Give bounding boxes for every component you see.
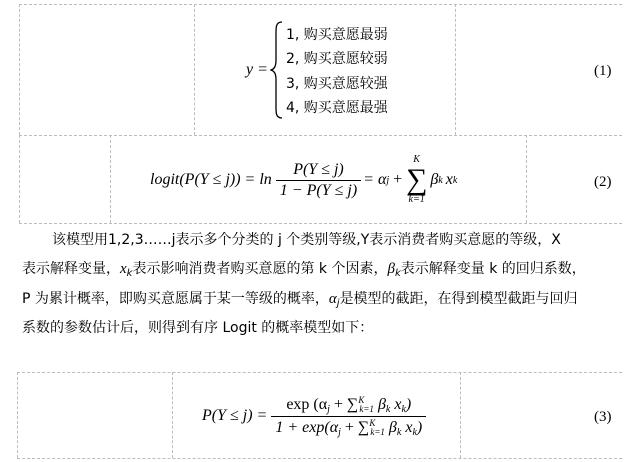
paragraph-sym-alpha-sub: j bbox=[336, 298, 340, 309]
paragraph-line-1: 该模型用1,2,3……j表示多个分类的 j 个类别等级,Y表示消费者购买意愿的等级，X bbox=[52, 232, 561, 248]
eq1-top-border bbox=[19, 4, 622, 5]
eq2-alpha: = α bbox=[363, 171, 387, 188]
eq1-case-1: 1, 购买意愿最弱 bbox=[286, 27, 388, 43]
eq3-divider-left bbox=[172, 372, 173, 458]
eq3-left-border bbox=[17, 372, 18, 458]
eq2-divider-left bbox=[110, 135, 111, 223]
eq1-left-brace bbox=[270, 20, 284, 120]
eq2-beta: β bbox=[430, 171, 439, 188]
eq2-sum-bottom: k=1 bbox=[408, 194, 425, 205]
eq2-plus: + bbox=[392, 171, 403, 188]
sigma-icon: ∑ bbox=[405, 163, 428, 196]
paragraph-line-4: 系数的参数估计后，则得到有序 Logit 的概率模型如下： bbox=[22, 320, 374, 336]
eq3-expression bbox=[202, 388, 426, 444]
eq3-fraction bbox=[271, 395, 426, 438]
eq2-denominator: 1 − P(Y ≤ j) bbox=[276, 180, 361, 200]
eq2-sum-top: K bbox=[413, 154, 420, 165]
paragraph-sym-alpha: α bbox=[328, 291, 337, 307]
eq2-left-border bbox=[19, 135, 20, 223]
eq1-case-4: 4, 购买意愿最强 bbox=[286, 100, 388, 116]
eq1-divider-right bbox=[455, 4, 456, 135]
eq2-beta-sub: k bbox=[438, 174, 443, 186]
eq2-numerator: P(Y ≤ j) bbox=[293, 160, 344, 178]
eq2-expression bbox=[150, 150, 457, 210]
eq1-left-border bbox=[19, 4, 20, 135]
eq2-lhs: logit(P(Y ≤ j)) = ln bbox=[150, 171, 272, 188]
paragraph-sym-beta-sub: k bbox=[394, 268, 401, 279]
eq1-divider-left bbox=[194, 4, 195, 135]
eq3-lhs: P(Y ≤ j) = bbox=[202, 407, 268, 424]
eq2-bottom-border bbox=[19, 223, 622, 224]
eq2-alpha-sub: j bbox=[386, 174, 390, 186]
eq1-case-2: 2, 购买意愿较弱 bbox=[286, 51, 388, 67]
eq1-case-3: 3, 购买意愿较强 bbox=[286, 76, 388, 92]
paragraph-line-2 bbox=[22, 255, 638, 288]
paragraph-line-2-c: 表示解释变量 k 的回归系数， bbox=[400, 261, 586, 277]
eq3-top-border bbox=[17, 372, 622, 373]
eq2-number: (2) bbox=[594, 174, 612, 190]
eq2-divider-right bbox=[526, 135, 527, 223]
eq2-x-sub: k bbox=[452, 174, 458, 186]
paragraph-sym-xk-sub: k bbox=[126, 268, 133, 279]
eq2-fraction bbox=[276, 161, 361, 200]
eq1-number: (1) bbox=[594, 63, 612, 79]
paragraph-sym-beta: β bbox=[387, 261, 395, 277]
eq3-bottom-border bbox=[17, 458, 622, 459]
eq3-numerator: $\exp (\alpha_j + \sum^Kk=1$ $\beta_k$ $x_k$) bbox=[286, 394, 412, 415]
paragraph-line-3-a: P 为累计概率，即购买意愿属于某一等级的概率， bbox=[22, 291, 329, 307]
paragraph-line-2-b: 表示影响消费者购买意愿的第 k 个因素， bbox=[132, 261, 388, 277]
paragraph-line-2-a: 表示解释变量， bbox=[22, 261, 120, 277]
eq3-number: (3) bbox=[594, 409, 612, 425]
eq2-sum bbox=[406, 155, 427, 205]
paragraph-line-3-b: 是模型的截距，在得到模型截距与回归 bbox=[339, 291, 578, 307]
eq3-divider-right bbox=[460, 372, 461, 458]
eq1-lhs: y = bbox=[246, 61, 268, 78]
eq3-denominator: $1 + \exp(\alpha_j + \sum^Kk=1$ $\beta_k$ $x_k$) bbox=[271, 416, 426, 438]
eq2-x: x bbox=[445, 171, 453, 188]
paragraph-sym-xk: x bbox=[120, 261, 127, 277]
